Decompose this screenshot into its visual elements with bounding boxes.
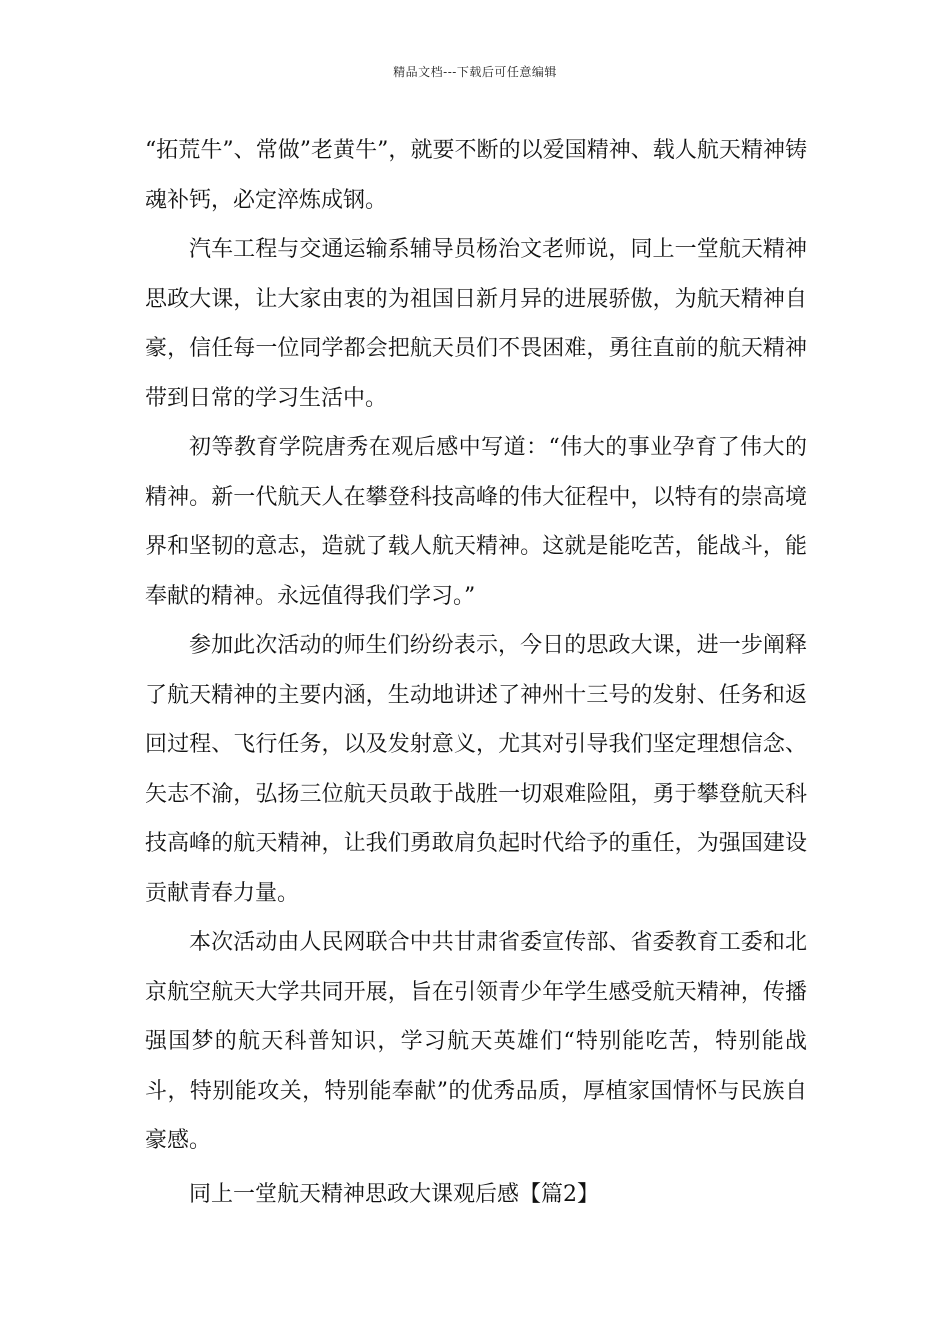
page-header: 精品文档---下载后可任意编辑 — [393, 65, 557, 79]
paragraph-participants-comment: 参加此次活动的师生们纷纷表示，今日的思政大课，进一步阐释了航天精神的主要内涵，生动地讲述了神州十三号的发射、任务和返回过程、飞行任务，以及发射意义，尤其对引导我们坚定理想信念、矢志不渝，弘扬三位航天员敢于战胜一切艰难险阻，勇于攀登航天科技高峰的航天精神，让我们勇敢肩负起时代给予的重任，为强国建设贡献青春力量。 — [145, 633, 807, 906]
section-heading: 同上一堂航天精神思政大课观后感【篇2】 — [189, 1181, 599, 1207]
paragraph-student-reflection: 初等教育学院唐秀在观后感中写道：“伟大的事业孕育了伟大的精神。新一代航天人在攀登科技高峰的伟大征程中，以特有的崇高境界和坚韧的意志，造就了载人航天精神。这就是能吃苦，能战斗，能奉献的精神。永远值得我们学习。” — [145, 435, 807, 609]
paragraph-continuation: “拓荒牛”、常做”老黄牛”，就要不断的以爱国精神、载人航天精神铸魂补钙，必定淬炼成钢。 — [145, 138, 807, 213]
document-body — [145, 126, 807, 1219]
paragraph-counselor-quote: 汽车工程与交通运输系辅导员杨治文老师说，同上一堂航天精神思政大课，让大家由衷的为祖国日新月异的进展骄傲，为航天精神自豪，信任每一位同学都会把航天员们不畏困难，勇往直前的航天精神带到日常的学习生活中。 — [145, 237, 807, 411]
paragraph-event-summary: 本次活动由人民网联合中共甘肃省委宣传部、省委教育工委和北京航空航天大学共同开展，旨在引领青少年学生感受航天精神，传播强国梦的航天科普知识，学习航天英雄们“特别能吃苦，特别能战斗，特别能攻关，特别能奉献”的优秀品质，厚植家国情怀与民族自豪感。 — [145, 930, 807, 1153]
